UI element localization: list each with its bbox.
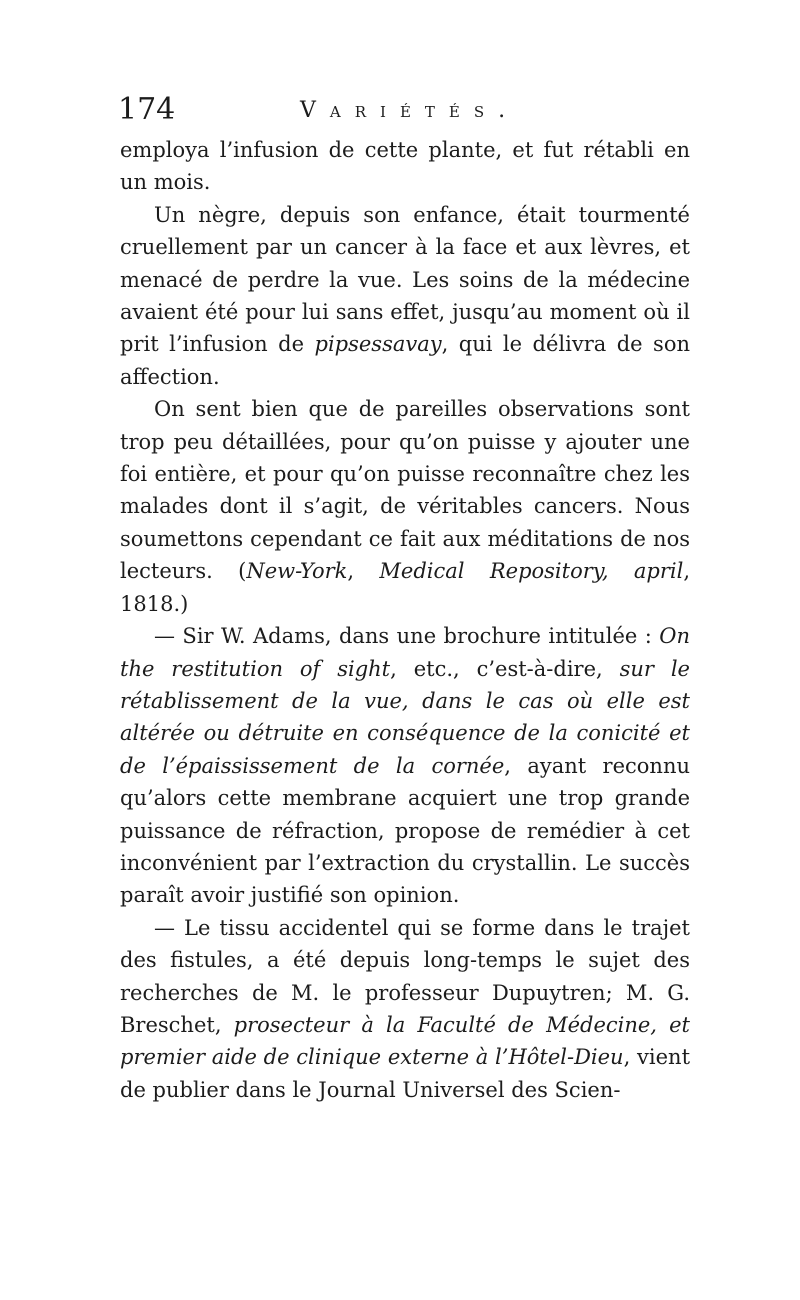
- text-segment: ,: [347, 559, 380, 584]
- text-segment: , 1818.): [120, 559, 690, 616]
- italic-text: prosecteur à la Faculté de Médecine, et premier aide de clinique externe à l’Hôtel-Dieu: [120, 1012, 690, 1070]
- text-segment: On sent bien que de pareilles observations sont trop peu détaillées, pour qu’on puisse y ajouter une foi entière, et pour qu’on puisse reconnaître chez les malades dont il s’agit, de véritables cancers. Nous soumettons cependant ce fait aux méditations de nos lecteurs. (: [120, 397, 690, 584]
- text-segment: , qui le délivra de son affection.: [120, 332, 691, 389]
- text-segment: — Le tissu accidentel qui se forme dans le trajet des fistules, a été depuis long-temps le sujet des recherches de M. le professeur Dupuytren; M. G. Breschet,: [120, 915, 690, 1037]
- paragraph: [120, 199, 690, 393]
- paragraph: [120, 393, 690, 620]
- paragraph: [120, 620, 690, 912]
- text-segment: — Sir W. Adams, dans une brochure intitulée :: [154, 624, 660, 649]
- page-number: 174: [118, 92, 176, 127]
- italic-text: Medical Repository, april: [379, 559, 684, 584]
- text-segment: , vient de publier dans le Journal Universel des Scien-: [120, 1045, 691, 1102]
- text-segment: employa l’infusion de cette plante, et fut rétabli en un mois.: [120, 138, 690, 195]
- text-segment: , etc., c’est-à-dire,: [390, 656, 620, 681]
- italic-text: pipsessavay: [314, 332, 442, 357]
- running-title: Variétés.: [300, 98, 520, 123]
- page-header: [118, 92, 698, 132]
- text-segment: Un nègre, depuis son enfance, était tourmenté cruellement par un cancer à la face et aux lèvres, et menacé de perdre la vue. Les soins de la médecine avaient été pour lui sans effet, jusqu’au moment où il prit l’infusion de: [120, 202, 690, 357]
- body-text: [120, 134, 690, 1106]
- paragraph: [120, 134, 690, 199]
- italic-text: sur le rétablissement de la vue, dans le cas où elle est altérée ou détruite en conséquence de la conicité et de l’épaississement de la cornée: [120, 656, 690, 778]
- italic-text: On the restitution of sight: [120, 624, 690, 681]
- text-segment: , ayant reconnu qu’alors cette membrane acquiert une trop grande puissance de réfraction, propose de remédier à cet inconvénient par l’extraction du crystallin. Le succès paraît avoir justifié son opinion.: [120, 753, 691, 908]
- paragraph: [120, 912, 690, 1106]
- italic-text: New-York: [246, 559, 348, 584]
